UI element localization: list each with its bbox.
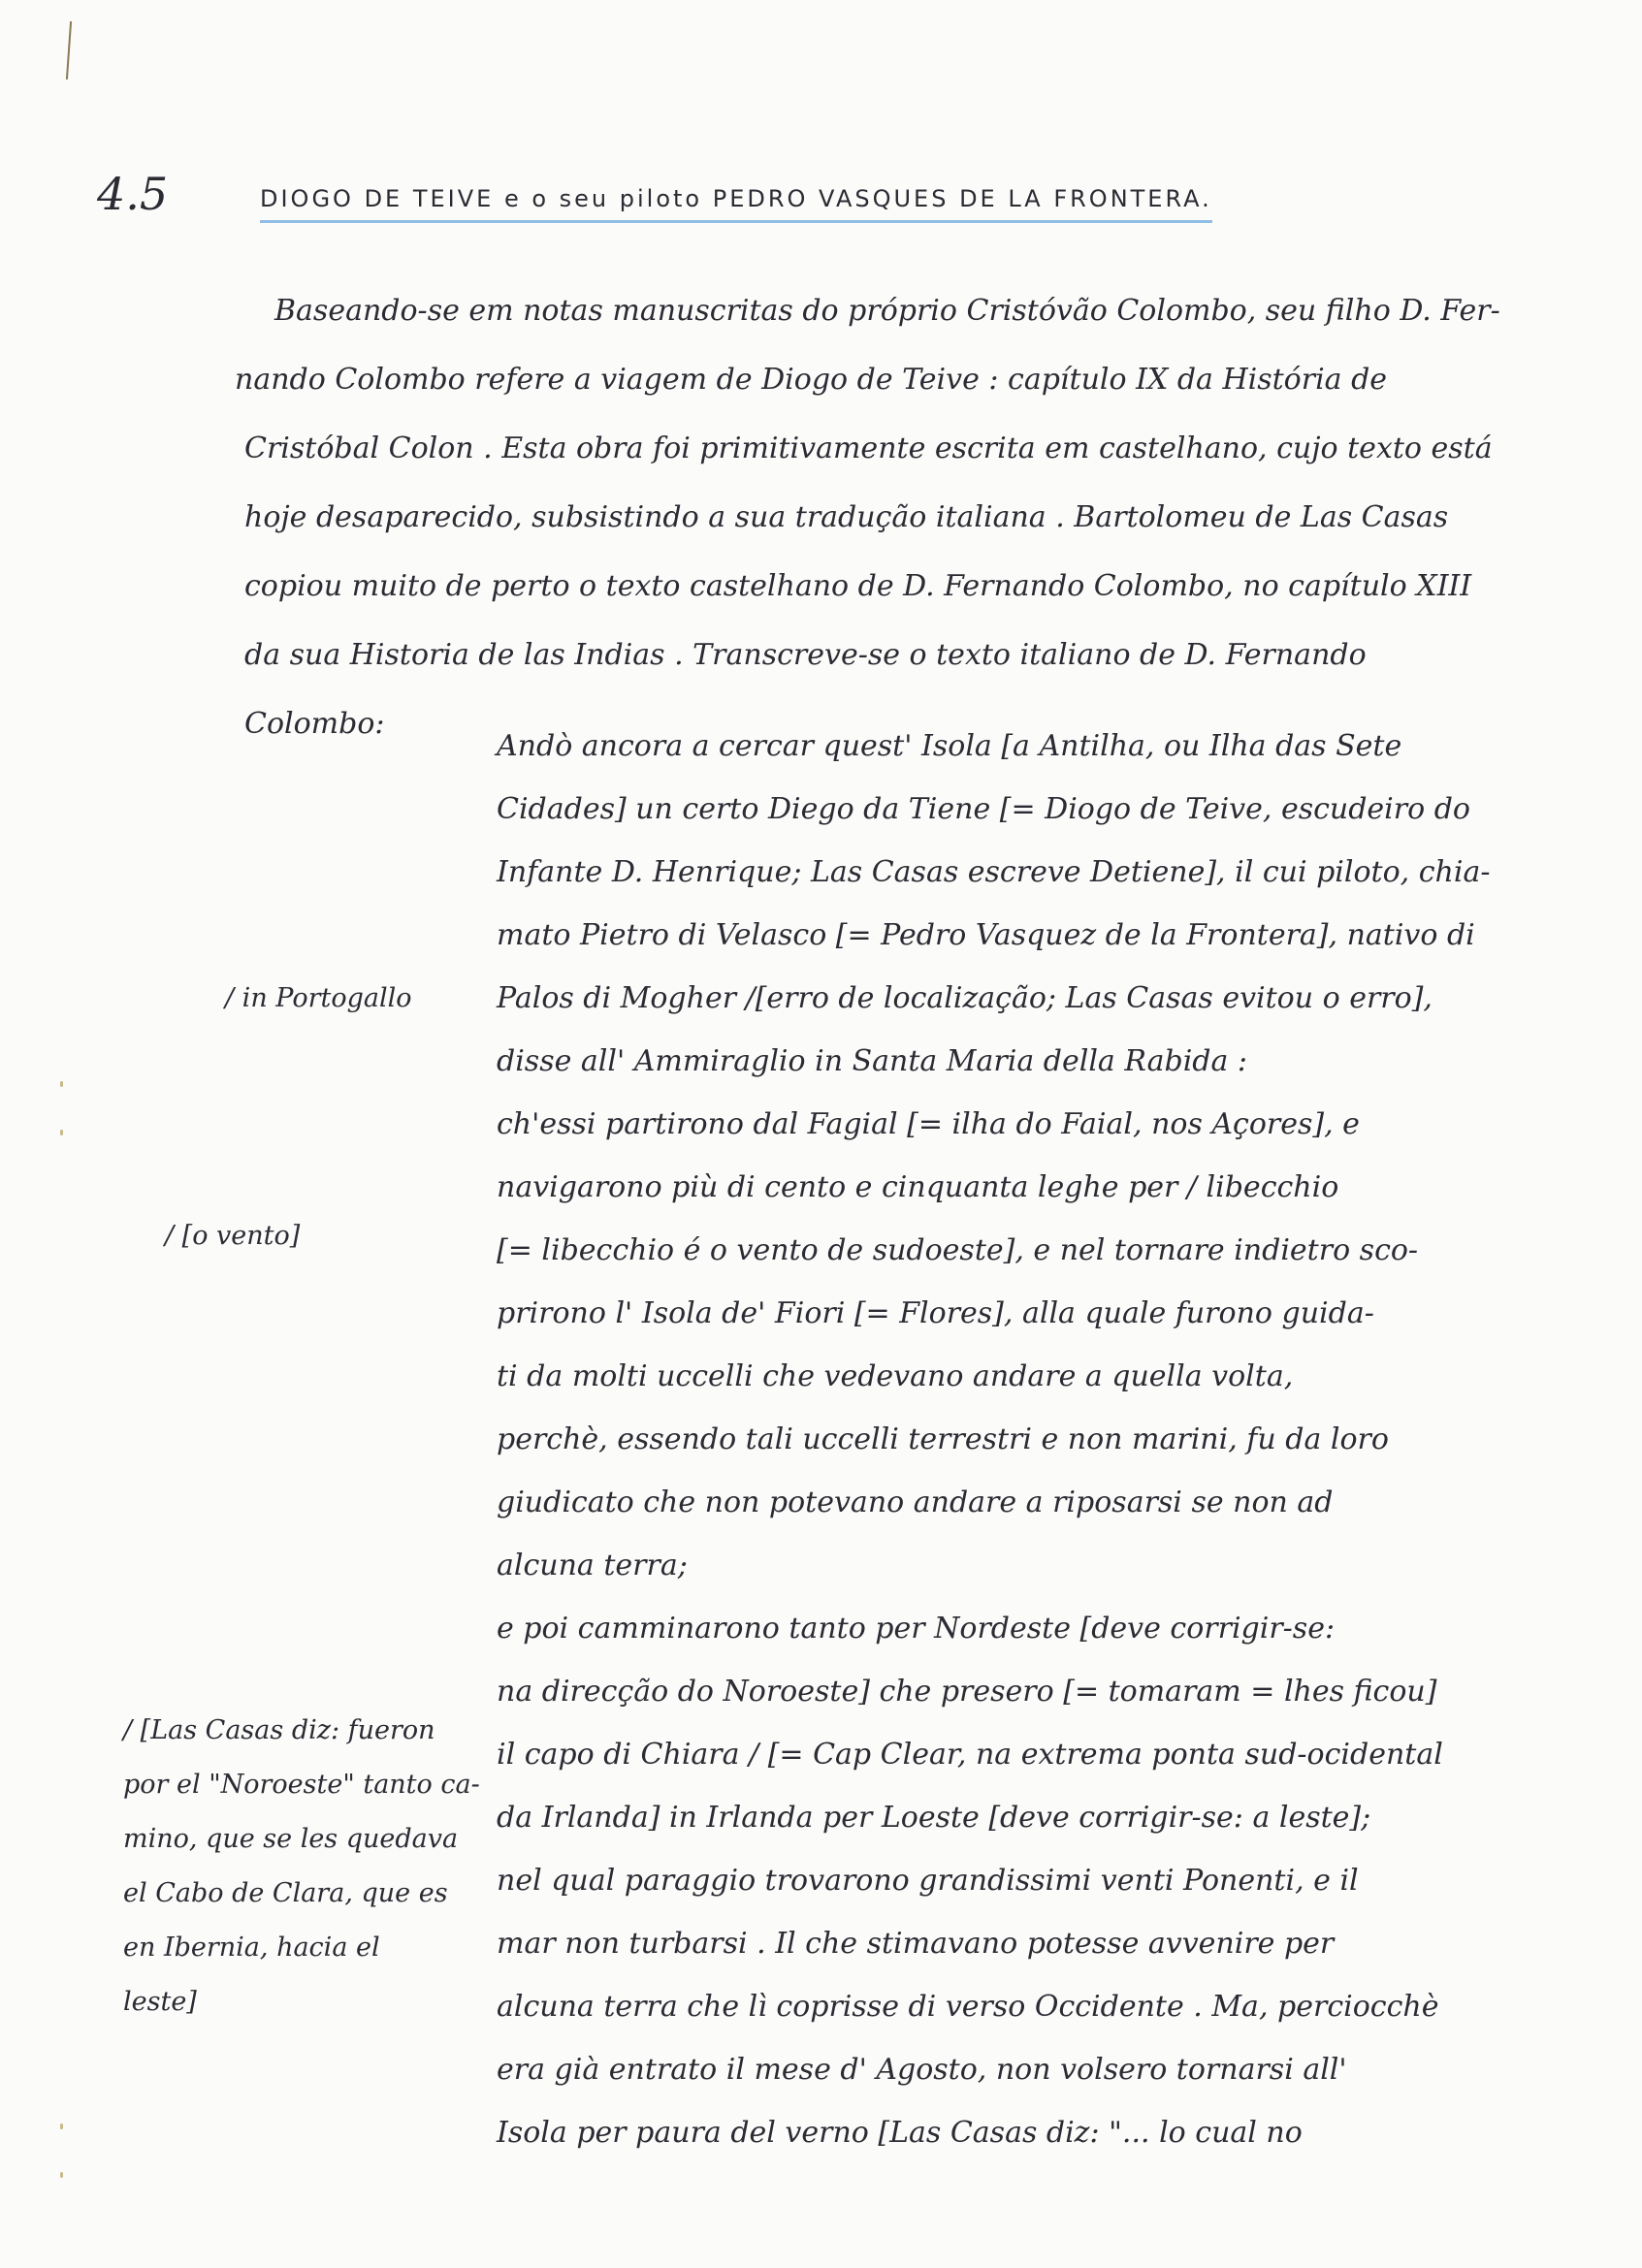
quote-line: Infante D. Henrique; Las Casas escreve Detiene], il cui piloto, chia-	[497, 855, 1491, 889]
margin-note: en Ibernia, hacia el	[123, 1933, 380, 1963]
paper-speck	[60, 2172, 63, 2178]
quote-line: il capo di Chiara / [= Cap Clear, na extrema ponta sud-ocidental	[497, 1738, 1443, 1772]
quote-line: era già entrato il mese d' Agosto, non volsero tornarsi all'	[497, 2053, 1347, 2087]
pencil-mark	[66, 21, 72, 80]
quote-line: disse all' Ammiraglio in Santa Maria della Rabida :	[497, 1044, 1248, 1078]
quote-line: alcuna terra;	[497, 1549, 688, 1582]
margin-note: el Cabo de Clara, que es	[123, 1878, 448, 1908]
quote-line: Cidades] un certo Diego da Tiene [= Diogo de Teive, escudeiro do	[497, 792, 1470, 826]
quote-line: [= libecchio é o vento de sudoeste], e nel tornare indietro sco-	[497, 1233, 1419, 1267]
quote-line: Palos di Mogher /[erro de localização; Las Casas evitou o erro],	[497, 981, 1433, 1015]
quote-line: ti da molti uccelli che vedevano andare a quella volta,	[497, 1359, 1294, 1393]
quote-line: Andò ancora a cercar quest' Isola [a Antilha, ou Ilha das Sete	[497, 729, 1402, 763]
quote-line: da Irlanda] in Irlanda per Loeste [deve corrigir-se: a leste];	[497, 1801, 1371, 1835]
paper-speck	[60, 2124, 63, 2129]
intro-line: Colombo:	[244, 707, 385, 741]
margin-note: / [Las Casas diz: fueron	[123, 1715, 435, 1745]
intro-line: copiou muito de perto o texto castelhano de D. Fernando Colombo, no capítulo XIII	[244, 569, 1472, 603]
section-title: DIOGO DE TEIVE e o seu piloto PEDRO VASQUES DE LA FRONTERA.	[260, 179, 1212, 223]
intro-line: da sua Historia de las Indias . Transcreve-se o texto italiano de D. Fernando	[244, 638, 1367, 672]
quote-line: Isola per paura del verno [Las Casas diz: "... lo cual no	[497, 2116, 1303, 2150]
margin-note: mino, que se les quedava	[123, 1824, 459, 1854]
margin-note: leste]	[123, 1987, 197, 2017]
intro-line: nando Colombo refere a viagem de Diogo de Teive : capítulo IX da História de	[235, 363, 1388, 397]
quote-line: mato Pietro di Velasco [= Pedro Vasquez de la Frontera], nativo di	[497, 918, 1475, 952]
intro-line: hoje desaparecido, subsistindo a sua tradução italiana . Bartolomeu de Las Casas	[244, 500, 1449, 534]
quote-line: alcuna terra che lì coprisse di verso Occidente . Ma, perciocchè	[497, 1990, 1439, 2024]
section-number: 4.5	[97, 168, 169, 220]
quote-line: na direcção do Noroeste] che presero [= tomaram = lhes ficou]	[497, 1675, 1437, 1709]
quote-line: nel qual paraggio trovarono grandissimi venti Ponenti, e il	[497, 1864, 1359, 1898]
quote-line: ch'essi partirono dal Fagial [= ilha do Faial, nos Açores], e	[497, 1107, 1360, 1141]
margin-note: por el "Noroeste" tanto ca-	[123, 1770, 480, 1800]
margin-note: / [o vento]	[165, 1221, 301, 1251]
quote-line: navigarono più di cento e cinquanta leghe per / libecchio	[497, 1170, 1339, 1204]
quote-line: perchè, essendo tali uccelli terrestri e non marini, fu da loro	[497, 1422, 1389, 1456]
quote-line: e poi camminarono tanto per Nordeste [deve corrigir-se:	[497, 1612, 1336, 1645]
quote-line: prirono l' Isola de' Fiori [= Flores], alla quale furono guida-	[497, 1296, 1374, 1330]
paper-speck	[60, 1130, 63, 1135]
intro-line: Cristóbal Colon . Esta obra foi primitivamente escrita em castelhano, cujo texto está	[244, 431, 1493, 465]
quote-line: giudicato che non potevano andare a riposarsi se non ad	[497, 1485, 1334, 1519]
paper-speck	[60, 1081, 63, 1087]
intro-line: Baseando-se em notas manuscritas do próprio Cristóvão Colombo, seu filho D. Fer-	[274, 294, 1500, 328]
margin-note: / in Portogallo	[225, 983, 412, 1013]
quote-line: mar non turbarsi . Il che stimavano potesse avvenire per	[497, 1927, 1335, 1961]
